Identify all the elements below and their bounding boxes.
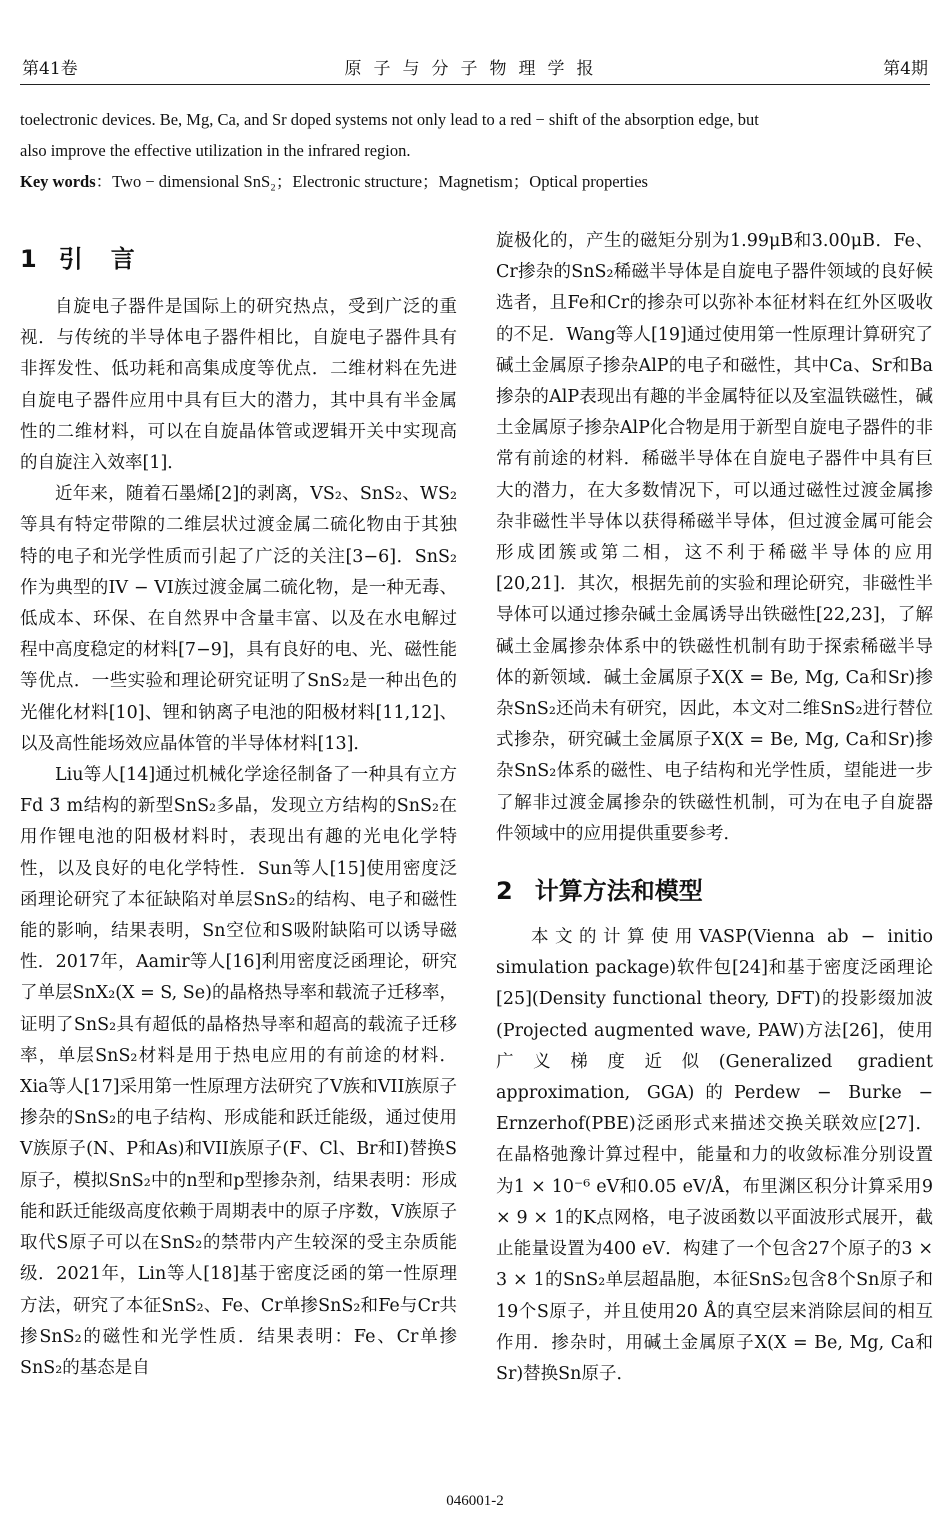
- paragraph: Liu等人[14]通过机械化学途径制备了一种具有立方Fd 3̄ m结构的新型SnS₂多晶，发现立方结构的SnS₂在用作锂电池的阳极材料时，表现出有趣的光电化学特性，以及良好的电化学特性．Sun等人[15]使用密度泛函理论研究了本征缺陷对单层SnS₂的结构、电子和磁性能的影响，结果表明，Sn空位和S吸附缺陷可以诱导磁性．2017年，Aamir等人[16]利用密度泛函理论，研究了单层SnX₂(X = S, Se)的晶格热导率和载流子迁移率，证明了SnS₂具有超低的晶格热导率和超高的载流子迁移率，单层SnS₂材料是用于热电应用的有前途的材料．Xia等人[17]采用第一性原理方法研究了V族和VII族原子掺杂的SnS₂的电子结构、形成能和跃迁能级，通过使用V族原子(N、P和As)和VII族原子(F、Cl、Br和I)替换S原子，模拟SnS₂中的n型和p型掺杂剂，结果表明：形成能和跃迁能级高度依赖于周期表中的原子序数，V族原子取代S原子可以在SnS₂的禁带内产生较深的受主杂质能级．2021年，Lin等人[18]基于密度泛函的第一性原理方法，研究了本征SnS₂、Fe、Cr单掺SnS₂和Fe与Cr共掺SnS₂的磁性和光学性质．结果表明：Fe、Cr单掺SnS₂的基态是自: [20, 765, 457, 1378]
- issue-number: 第4期: [883, 59, 928, 79]
- paragraph: 本文的计算使用VASP(Vienna ab − initio simulation package)软件包[24]和基于密度泛函理论[25](Density functional theory, DFT)的投影缀加波(Projected augmented wave, PAW)方法[26]，使用广义梯度近似(Generalized gradient approximation, GGA)的Perdew − Burke − Ernzerhof(PBE)泛函形式来描述交换关联效应[27]．在晶格弛豫计算过程中，能量和力的收敛标准分别设置为1 × 10⁻⁶ eV和0.05 eV/Å，布里渊区积分计算采用9 × 9 × 1的K点网格，电子波函数以平面波形式展开，截止能量设置为400 eV．构建了一个包含27个原子的3 × 3 × 1的SnS₂单层超晶胞，本征SnS₂包含8个Sn原子和19个S原子，并且使用20 Å的真空层来消除层间的相互作用．掺杂时，用碱土金属原子X(X = Be, Mg, Ca和Sr)替换Sn原子．: [496, 927, 933, 1384]
- section-title: 计算方法和模型: [534, 877, 703, 906]
- abstract-line: also improve the effective utilization in the infrared region.: [20, 141, 411, 160]
- paragraph-continued: 旋极化的，产生的磁矩分别为1.99μB和3.00μB．Fe、Cr掺杂的SnS₂稀磁半导体是自旋电子器件领域的良好候选者，且Fe和Cr的掺杂可以弥补本征材料在红外区吸收的不足．Wang等人[19]通过使用第一性原理计算研究了碱土金属原子掺杂AlP的电子和磁性，其中Ca、Sr和Ba掺杂的AlP表现出有趣的半金属特征以及室温铁磁性，碱土金属原子掺杂AlP化合物是用于新型自旋电子器件的非常有前途的材料．稀磁半导体在自旋电子器件中具有巨大的潜力，在大多数情况下，可以通过磁性过渡金属掺杂非磁性半导体以获得稀磁半导体，但过渡金属可能会形成团簇或第二相，这不利于稀磁半导体的应用[20,21]．其次，根据先前的实验和理论研究，非磁性半导体可以通过掺杂碱土金属诱导出铁磁性[22,23]，了解碱土金属掺杂体系中的铁磁性机制有助于探索稀磁半导体的新领域．碱土金属原子X(X = Be, Mg, Ca和Sr)掺杂SnS₂还尚未有研究，因此，本文对二维SnS₂进行替位式掺杂，研究碱土金属原子X(X = Be, Mg, Ca和Sr)掺杂SnS₂体系的磁性、电子结构和光学性质，望能进一步了解非过渡金属掺杂的铁磁性机制，可为在电子自旋器件领域中的应用提供重要参考．: [496, 231, 933, 844]
- abstract-block: [20, 104, 930, 197]
- section-heading-methods: [496, 858, 933, 922]
- section-number: 2: [496, 877, 513, 906]
- abstract-line: toelectronic devices. Be, Mg, Ca, and Sr doped systems not only lead to a red − shift of the absorption edge, but: [20, 110, 759, 129]
- right-column: [496, 226, 933, 1390]
- paragraph: 自旋电子器件是国际上的研究热点，受到广泛的重视．与传统的半导体电子器件相比，自旋电子器件具有非挥发性、低功耗和高集成度等优点．二维材料在先进自旋电子器件应用中具有巨大的潜力，其中具有半金属性的二维材料，可以在自旋晶体管或逻辑开关中实现高的自旋注入效率[1]．: [20, 297, 457, 474]
- volume-number: 第41卷: [22, 59, 78, 79]
- keywords-text: ：Two − dimensional SnS₂；Electronic structure；Magnetism；Optical properties: [95, 172, 648, 191]
- section-title: 引言: [58, 245, 163, 273]
- section-heading-introduction: [20, 226, 457, 292]
- keywords-label: Key words: [20, 172, 96, 191]
- header-divider: [20, 84, 930, 85]
- section-number: 1: [20, 245, 37, 273]
- keywords: [20, 166, 930, 197]
- running-header: [20, 52, 930, 80]
- left-column: [20, 226, 457, 1384]
- page-footer-id: 046001-2: [446, 1493, 504, 1509]
- paragraph: 近年来，随着石墨烯[2]的剥离，VS₂、SnS₂、WS₂等具有特定带隙的二维层状过渡金属二硫化物由于其独特的电子和光学性质而引起了广泛的关注[3−6]．SnS₂作为典型的IV − VI族过渡金属二硫化物，是一种无毒、低成本、环保、在自然界中含量丰富、以及在水电解过程中高度稳定的材料[7−9]，具有良好的电、光、磁性能等优点．一些实验和理论研究证明了SnS₂是一种出色的光催化材料[10]、锂和钠离子电池的阳极材料[11,12]、以及高性能场效应晶体管的半导体材料[13]．: [20, 484, 457, 754]
- journal-title: 原子与分子物理学报: [344, 59, 606, 79]
